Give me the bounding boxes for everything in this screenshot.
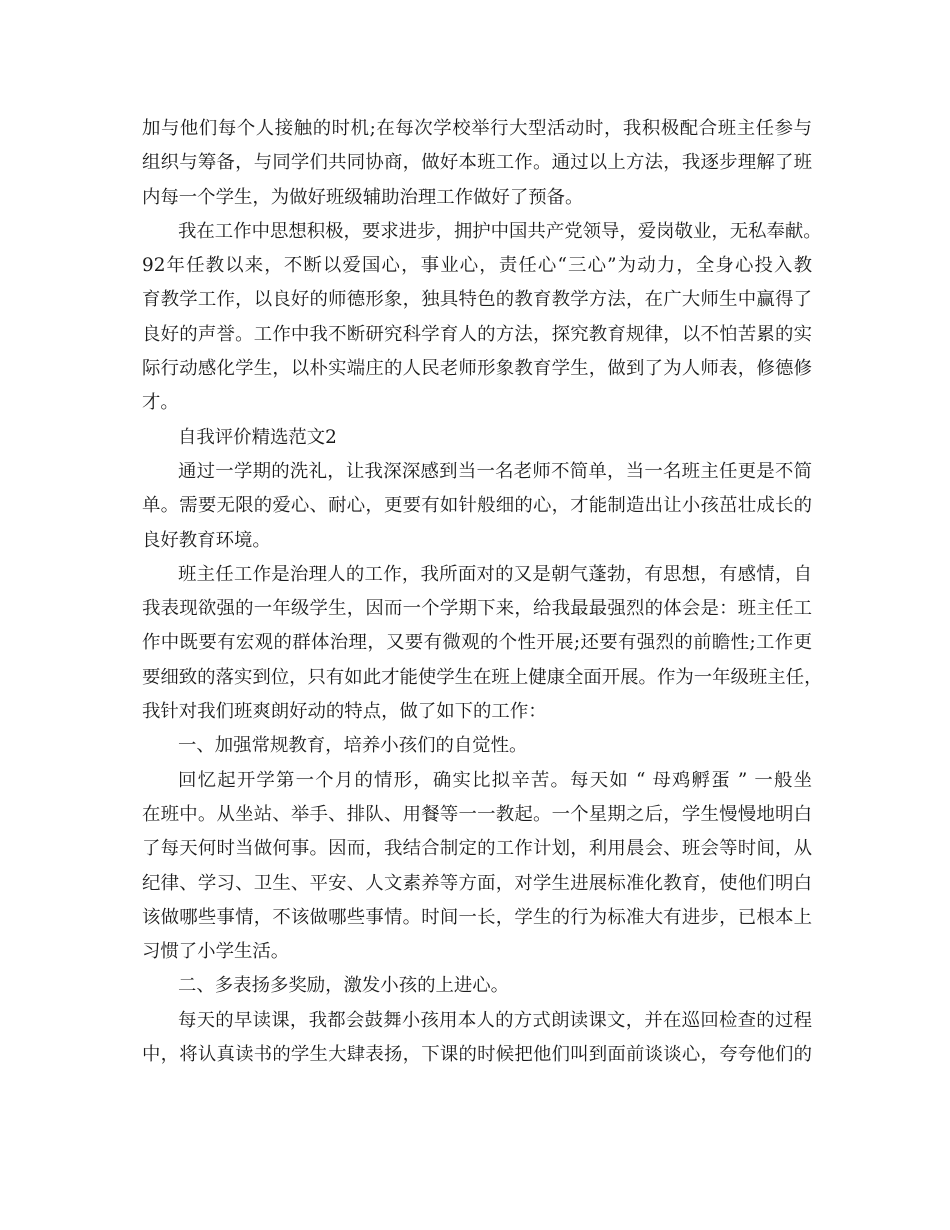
text-line: 加与他们每个人接触的时机;在每次学校举行大型活动时，我积极配合班主任参与 bbox=[142, 118, 812, 139]
text-line: 每天的早读课，我都会鼓舞小孩用本人的方式朗读课文，并在巡回检查的过程 bbox=[178, 1009, 812, 1031]
text-line: 回忆起开学第一个月的情形，确实比拟辛苦。每天如 “ 母鸡孵蛋 ” 一般坐 bbox=[178, 769, 812, 791]
text-line: 该做哪些事情，不该做哪些事情。时间一长，学生的行为标准大有进步，已根本上 bbox=[142, 906, 812, 928]
text-line: 作中既要有宏观的群体治理，又要有微观的个性开展;还要有强烈的前瞻性;工作更 bbox=[142, 632, 812, 654]
text-line: 才。 bbox=[142, 392, 179, 414]
text-line: 我针对我们班爽朗好动的特点，做了如下的工作： bbox=[142, 701, 547, 723]
section-heading: 自我评价精选范文2 bbox=[178, 426, 337, 448]
subsection-heading: 一、加强常规教育，培养小孩们的自觉性。 bbox=[178, 735, 528, 757]
text-line: 纪律、学习、卫生、平安、人文素养等方面，对学生进展标准化教育，使他们明白 bbox=[142, 872, 812, 894]
text-line: 内每一个学生，为做好班级辅助治理工作做好了预备。 bbox=[142, 186, 584, 208]
text-line: 班主任工作是治理人的工作，我所面对的又是朝气蓬勃，有思想，有感情，自 bbox=[178, 563, 812, 585]
text-line: 育教学工作，以良好的师德形象，独具特色的教育教学方法，在广大师生中赢得了 bbox=[142, 289, 812, 311]
text-line: 中，将认真读书的学生大肆表扬，下课的时候把他们叫到面前谈谈心，夸夸他们的 bbox=[142, 1044, 812, 1066]
text-line: 际行动感化学生，以朴实端庄的人民老师形象教育学生，做到了为人师表，修德修 bbox=[142, 358, 812, 380]
text-line: 我在工作中思想积极，要求进步，拥护中国共产党领导，爱岗敬业，无私奉献。 bbox=[178, 220, 822, 242]
subsection-heading: 二、多表扬多奖励，激发小孩的上进心。 bbox=[178, 975, 510, 997]
text-line: 在班中。从坐站、举手、排队、用餐等一一教起。一个星期之后，学生慢慢地明白 bbox=[142, 803, 812, 825]
text-line: 习惯了小学生活。 bbox=[142, 941, 290, 963]
text-line: 通过一学期的洗礼，让我深深感到当一名老师不简单，当一名班主任更是不简 bbox=[178, 460, 812, 482]
document-body bbox=[142, 112, 823, 1072]
text-line: 组织与筹备，与同学们共同协商，做好本班工作。通过以上方法，我逐步理解了班 bbox=[142, 152, 812, 174]
text-line: 单。需要无限的爱心、耐心，更要有如针般细的心，才能制造出让小孩茁壮成长的 bbox=[142, 495, 812, 517]
text-line: 良好教育环境。 bbox=[142, 529, 271, 551]
text-line: 92年任教以来，不断以爱国心，事业心，责任心“三心”为动力，全身心投入教 bbox=[142, 255, 812, 277]
text-line: 了每天何时当做何事。因而，我结合制定的工作计划，利用晨会、班会等时间，从 bbox=[142, 838, 812, 860]
text-line: 我表现欲强的一年级学生，因而一个学期下来，给我最最强烈的体会是：班主任工 bbox=[142, 598, 812, 620]
text-line: 良好的声誉。工作中我不断研究科学育人的方法，探究教育规律，以不怕苦累的实 bbox=[142, 323, 812, 345]
text-line: 要细致的落实到位，只有如此才能使学生在班上健康全面开展。作为一年级班主任， bbox=[142, 666, 823, 688]
